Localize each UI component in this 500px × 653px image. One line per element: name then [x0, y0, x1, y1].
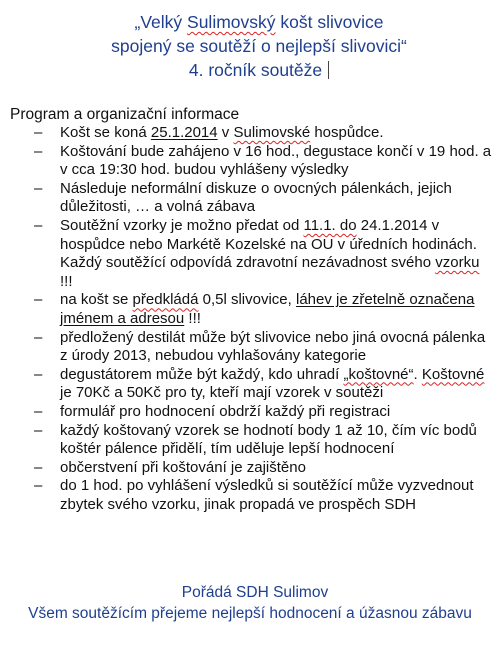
- underlined-text: 25.1.2014: [150, 124, 218, 141]
- item-text: v: [217, 124, 234, 141]
- item-text: 24.1.2014 v hospůdce nebo Markétě Kozelské na OU v úředních hodinách. Každý soutěžící odpovídá zdravotní nezávadnost svého: [60, 216, 477, 272]
- item-text: degustátorem může být každý, kdo uhradí: [60, 365, 344, 383]
- title-line-3: [30, 58, 488, 82]
- misspelled-word: 11.1. do: [303, 216, 357, 234]
- item-text: !!!: [60, 272, 73, 290]
- list-item: [0, 329, 498, 366]
- text-cursor: [328, 61, 329, 79]
- item-text: je 70Kč a 50Kč pro ty, kteří mají vzorek v soutěži: [60, 384, 384, 402]
- title-text-pre: „Velký: [134, 12, 188, 32]
- item-text: 0,5l slivovice,: [198, 291, 296, 309]
- item-text: každý koštovaný vzorek se hodnotí body 1 až 10, čím víc bodů koštér pálence přidělí, tím uděluje lepší hodnocení: [60, 421, 477, 458]
- organizer-line: Pořádá SDH Sulimov: [181, 584, 329, 601]
- item-text: .: [413, 365, 422, 383]
- misspelled-word: Koštovné: [421, 365, 485, 383]
- list-item: [0, 477, 498, 514]
- misspelled-word: Sulimovské: [233, 124, 311, 141]
- title-year-text: 4. ročník soutěže: [188, 60, 323, 80]
- list-item: [0, 291, 498, 328]
- list-item: [0, 403, 498, 422]
- wish-line: Všem soutěžícím přejeme nejlepší hodnocení a úžasnou zábavu: [28, 605, 472, 622]
- list-item: [0, 143, 498, 180]
- list-item: [0, 180, 498, 217]
- item-text: formulář pro hodnocení obdrží každý při registraci: [60, 402, 391, 420]
- item-text: Následuje neformální diskuze o ovocných pálenkách, jejich důležitosti, … a volná zábava: [60, 179, 452, 216]
- title-text-misspelled: Sulimovský: [187, 12, 276, 32]
- program-heading: Program a organizační informace: [10, 106, 240, 123]
- document-footer: [0, 583, 500, 623]
- misspelled-word: předkládá: [132, 291, 199, 309]
- underlined-text: láhev je zřetelně označena jménem a adresou: [60, 291, 475, 327]
- item-text: Košt se koná: [60, 124, 151, 141]
- item-text: !!!: [184, 309, 201, 327]
- list-item: [0, 459, 498, 478]
- item-text: Soutěžní vzorky je možno předat od: [60, 216, 304, 234]
- title-line-2: spojený se soutěží o nejlepší slivovici“: [111, 36, 407, 56]
- list-item: [0, 217, 498, 291]
- list-item: [0, 124, 498, 143]
- item-text: hospůdce.: [310, 124, 384, 141]
- program-list: [0, 124, 498, 514]
- misspelled-word: vzorku: [435, 254, 480, 272]
- list-item: [0, 366, 498, 403]
- misspelled-word: „koštovné“: [343, 365, 414, 383]
- title-line-1: [30, 10, 488, 34]
- item-text: na košt se: [60, 291, 133, 309]
- item-text: do 1 hod. po vyhlášení výsledků si soutěžící může vyzvednout zbytek svého vzorku, jinak propadá ve prospěch SDH: [60, 477, 474, 513]
- item-text: Koštování bude zahájeno v 16 hod., degustace končí v 19 hod. a v cca 19:30 hod. budou vyhlášeny výsledky: [60, 142, 492, 179]
- list-item: [0, 422, 498, 459]
- item-text: předložený destilát může být slivovice nebo jiná ovocná pálenka z úrody 2013, nebudou vyhlašovány kategorie: [60, 328, 486, 365]
- document-title: [30, 10, 488, 82]
- item-text: občerstvení při koštování je zajištěno: [60, 458, 306, 476]
- title-text-post: košt slivovice: [275, 12, 384, 32]
